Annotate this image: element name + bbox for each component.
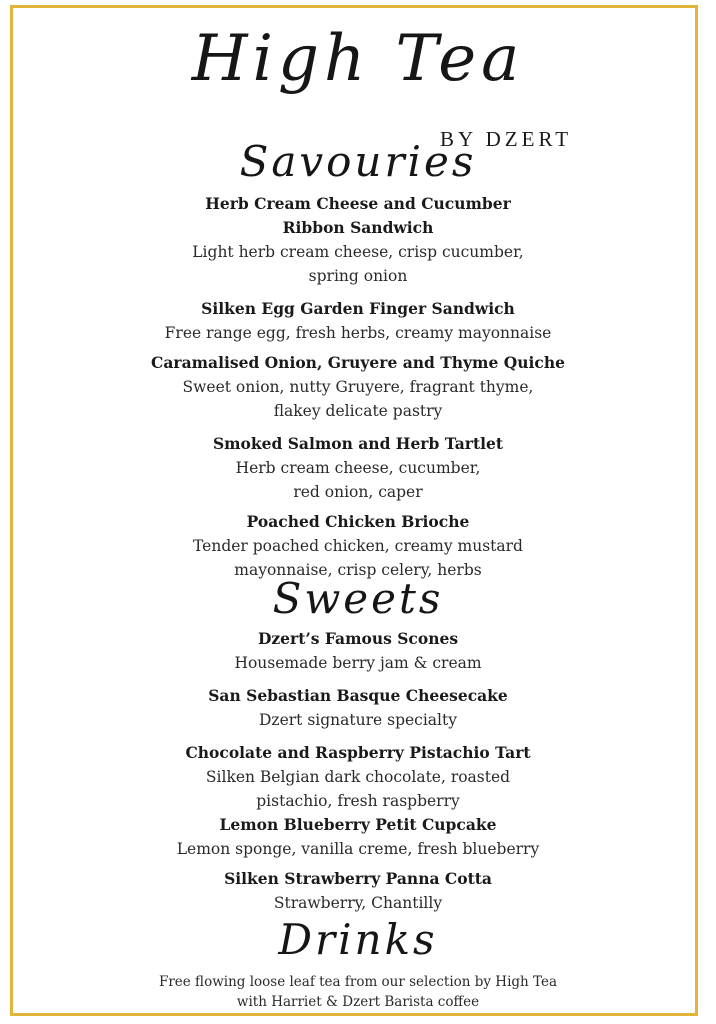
menu-item-desc: Herb cream cheese, cucumber, red onion, caper (235, 459, 481, 501)
menu-item (128, 813, 588, 861)
menu-item (128, 297, 588, 345)
menu-item-name: Chocolate and Raspberry Pistachio Tart (185, 743, 531, 762)
sweets-list (0, 627, 716, 915)
byline: BY DZERT (440, 127, 573, 151)
section-heading-savouries: Savouries (239, 137, 477, 186)
drinks-section (0, 972, 716, 1012)
menu-title: High Tea (191, 22, 525, 96)
menu-item-desc: Sweet onion, nutty Gruyere, fragrant thyme, flakey delicate pastry (182, 378, 534, 420)
menu-item-desc: Silken Belgian dark chocolate, roasted pistachio, fresh raspberry (205, 768, 511, 810)
menu-item (178, 510, 538, 582)
menu-item-name: San Sebastian Basque Cheesecake (208, 686, 508, 705)
menu-item-name: Silken Strawberry Panna Cotta (224, 869, 492, 888)
menu-item (128, 867, 588, 915)
savouries-list (0, 192, 716, 582)
menu-item-name: Lemon Blueberry Petit Cupcake (219, 815, 497, 834)
menu-item-desc: Lemon sponge, vanilla creme, fresh blueberry (176, 840, 540, 858)
menu-item-name: Herb Cream Cheese and Cucumber Ribbon Sandwich (205, 194, 511, 237)
menu-item-desc: Dzert signature specialty (259, 711, 457, 729)
section-heading-drinks: Drinks (278, 915, 438, 964)
menu-item-desc: Strawberry, Chantilly (273, 894, 443, 912)
menu-item-name: Smoked Salmon and Herb Tartlet (212, 434, 504, 453)
menu-item (128, 627, 588, 675)
menu-item-name: Silken Egg Garden Finger Sandwich (201, 299, 515, 318)
menu-item-name: Poached Chicken Brioche (246, 512, 470, 531)
menu-item-name: Dzert’s Famous Scones (257, 629, 459, 648)
menu-item-desc: Free range egg, fresh herbs, creamy mayonnaise (164, 324, 552, 342)
menu-item-name: Caramalised Onion, Gruyere and Thyme Quiche (151, 353, 565, 372)
menu-item (178, 432, 538, 504)
menu-item-desc: Tender poached chicken, creamy mustard mayonnaise, crisp celery, herbs (193, 537, 523, 579)
menu-item (128, 351, 588, 423)
menu-item-desc: Light herb cream cheese, crisp cucumber, spring onion (192, 243, 524, 285)
drinks-desc: Free flowing loose leaf tea from our selection by High Tea with Harriet & Dzert Barista coffee (158, 974, 558, 1010)
menu-item (178, 192, 538, 288)
menu-item-desc: Housemade berry jam & cream (234, 654, 482, 672)
menu-item (128, 741, 588, 813)
menu-item (128, 684, 588, 732)
section-heading-sweets: Sweets (272, 574, 444, 623)
